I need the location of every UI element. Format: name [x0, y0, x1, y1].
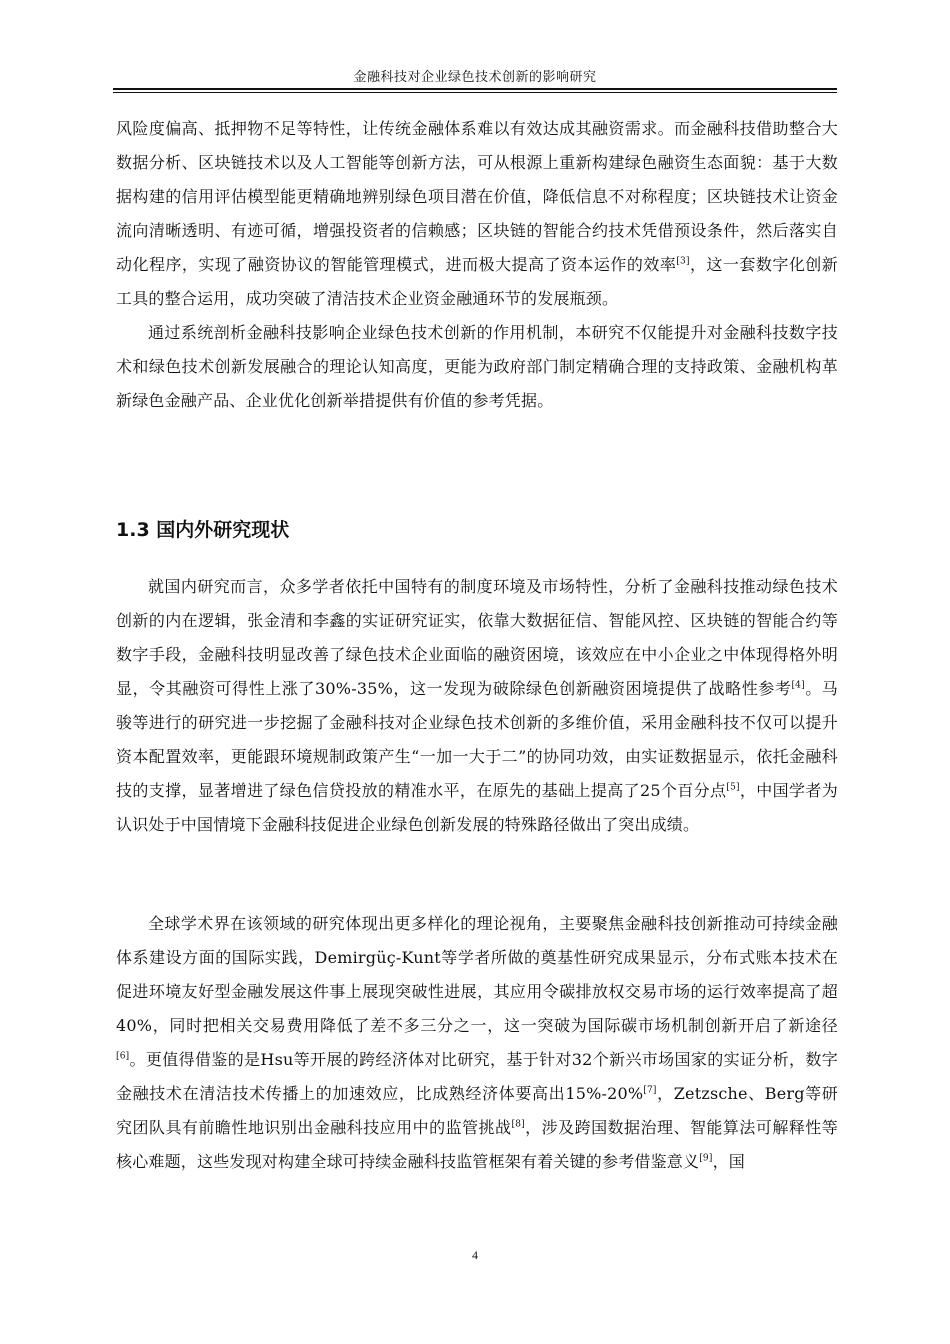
body-text-bottom	[116, 907, 838, 1179]
page-number: 4	[472, 1248, 478, 1262]
header-rule-thin	[113, 92, 837, 93]
paragraph-2	[116, 316, 838, 418]
paragraph-4-text-b: 。更值得借鉴的是Hsu等开展的跨经济体对比研究，基于针对32个新兴市场国家的实证分析，数字金融技术在清洁技术传播上的加速效应，比成熟经济体要高出15%-20%	[116, 1050, 838, 1103]
paragraph-1-text-a: 风险度偏高、抵押物不足等特性，让传统金融体系难以有效达成其融资需求。而金融科技借助整合大数据分析、区块链技术以及人工智能等创新方法，可从根源上重新构建绿色融资生态面貌：基于大数据构建的信用评估模型能更精确地辨别绿色项目潜在价值，降低信息不对称程度；区块链技术让资金流向清晰透明、有迹可循，增强投资者的信赖感；区块链的智能合约技术凭借预设条件，然后落实自动化程序，实现了融资协议的智能管理模式，进而极大提高了资本运作的效率	[116, 119, 838, 274]
citation-7: [7]	[643, 1085, 657, 1096]
citation-6: [6]	[116, 1051, 130, 1062]
paragraph-3	[116, 570, 838, 842]
paragraph-3-text-c: ，中国学者为认识处于中国情境下金融科技促进企业绿色创新发展的特殊路径做出了突出成绩。	[116, 781, 838, 834]
paragraph-4-text-d: ，涉及跨国数据治理、智能算法可解释性等核心难题，这些发现对构建全球可持续金融科技监管框架有着关键的参考借鉴意义	[116, 1118, 838, 1171]
paragraph-4-text-e: ，国	[712, 1152, 745, 1171]
paragraph-3-text-a: 就国内研究而言，众多学者依托中国特有的制度环境及市场特性，分析了金融科技推动绿色技术创新的内在逻辑，张金清和李鑫的实证研究证实，依靠大数据征信、智能风控、区块链的智能合约等数字手段，金融科技明显改善了绿色技术企业面临的融资困境，该效应在中小企业之中体现得格外明显，令其融资可得性上涨了30%-35%，这一发现为破除绿色创新融资困境提供了战略性参考	[116, 577, 838, 698]
paragraph-4-text-c: ，Zetzsche、Berg等研究团队具有前瞻性地识别出金融科技应用中的监管挑战	[116, 1084, 838, 1137]
citation-3: [3]	[676, 256, 690, 267]
header-rule-thick	[113, 88, 837, 90]
citation-9: [9]	[699, 1153, 713, 1164]
paragraph-4	[116, 907, 838, 1179]
running-header: 金融科技对企业绿色技术创新的影响研究	[353, 70, 597, 85]
section-heading: 1.3 国内外研究现状	[116, 519, 290, 541]
paragraph-2-text: 通过系统剖析金融科技影响企业绿色技术创新的作用机制，本研究不仅能提升对金融科技数字技术和绿色技术创新发展融合的理论认知高度，更能为政府部门制定精确合理的支持政策、金融机构革新绿色金融产品、企业优化创新举措提供有价值的参考凭据。	[116, 323, 838, 410]
citation-8: [8]	[511, 1119, 525, 1130]
body-text-top	[116, 112, 838, 418]
body-text-section	[116, 570, 838, 842]
paragraph-1	[116, 112, 838, 316]
paragraph-1-text-b: ，这一套数字化创新工具的整合运用，成功突破了清洁技术企业资金融通环节的发展瓶颈。	[116, 255, 838, 308]
paragraph-3-text-b: 。马骏等进行的研究进一步挖掘了金融科技对企业绿色技术创新的多维价值，采用金融科技不仅可以提升资本配置效率，更能跟环境规制政策产生“一加一大于二”的协同功效，由实证数据显示，依托金融科技的支撑，显著增进了绿色信贷投放的精准水平，在原先的基础上提高了25个百分点	[116, 679, 838, 800]
citation-4: [4]	[791, 680, 805, 691]
paragraph-4-text-a: 全球学术界在该领域的研究体现出更多样化的理论视角，主要聚焦金融科技创新推动可持续金融体系建设方面的国际实践，Demirgüç-Kunt等学者所做的奠基性研究成果显示，分布式账本技术在促进环境友好型金融发展这件事上展现突破性进展，其应用令碳排放权交易市场的运行效率提高了超40%，同时把相关交易费用降低了差不多三分之一，这一突破为国际碳市场机制创新开启了新途径	[116, 914, 838, 1035]
citation-5: [5]	[726, 782, 740, 793]
